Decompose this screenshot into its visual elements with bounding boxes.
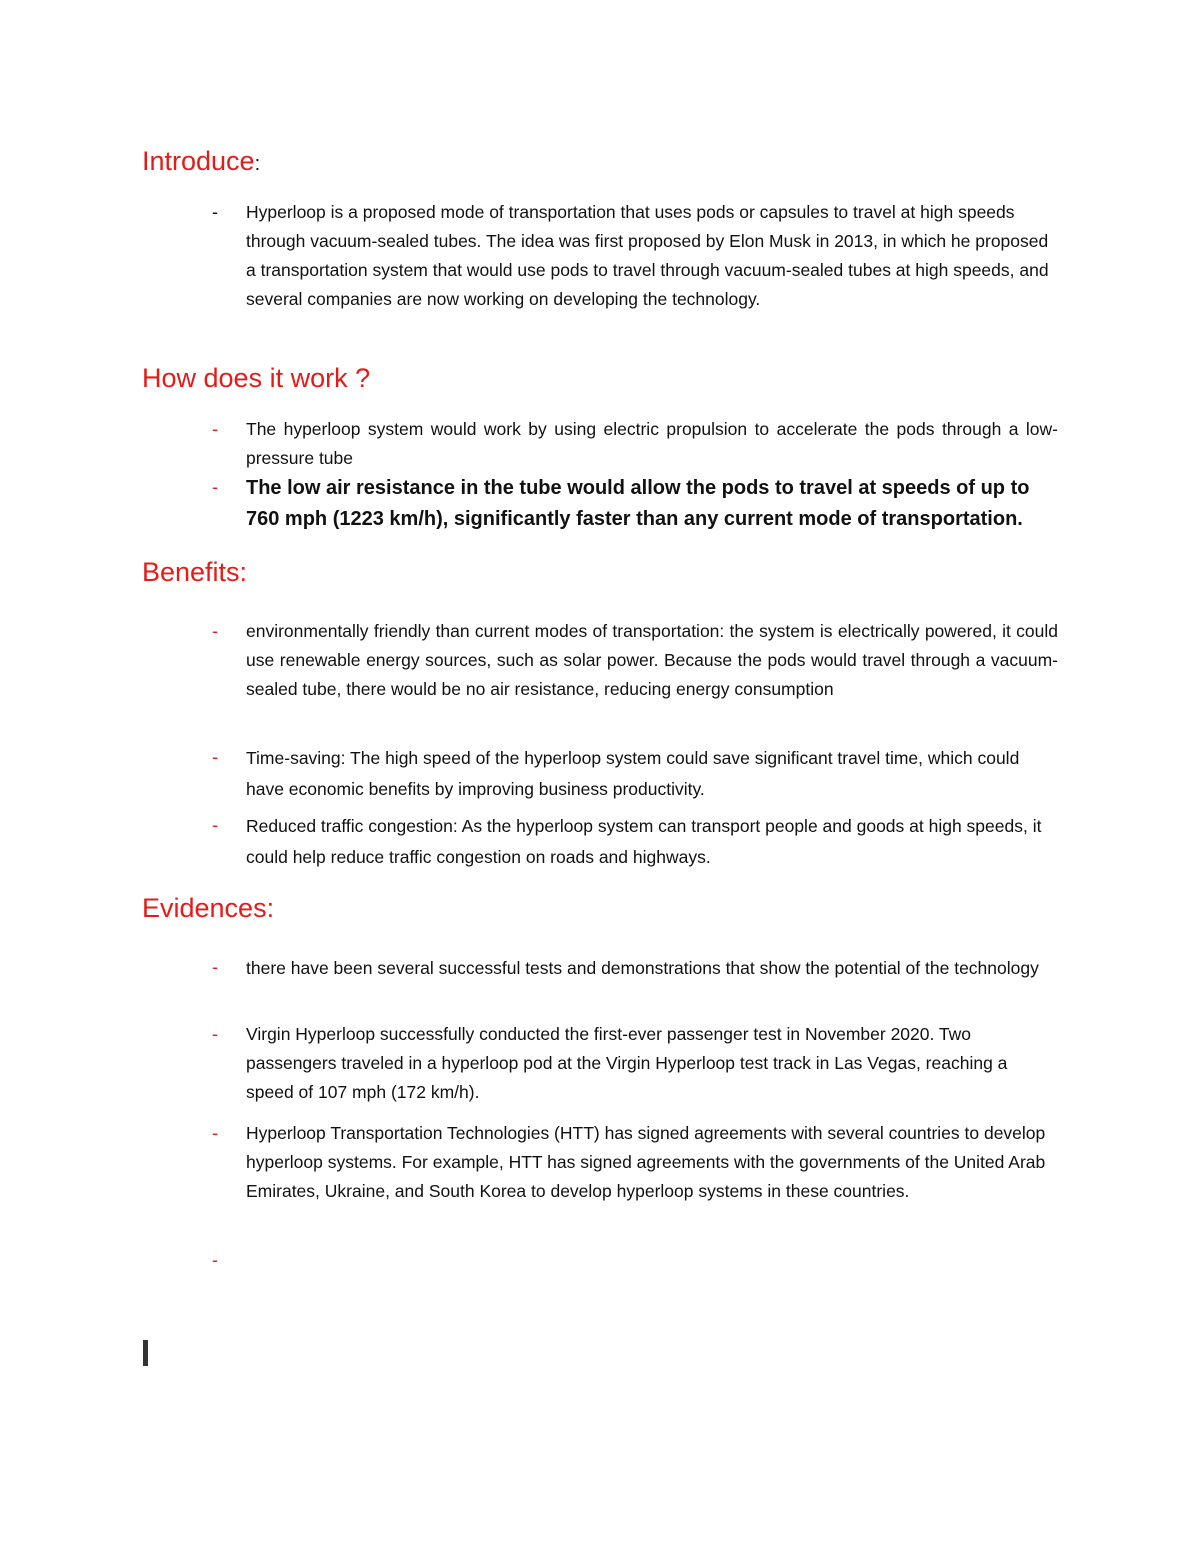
list-item-intro-1 <box>212 198 1058 314</box>
heading-introduce <box>142 145 260 180</box>
benefit-paragraph-3: Reduced traffic congestion: As the hyperloop system can transport people and goods at high speeds, it could help reduce traffic congestion on roads and highways. <box>246 816 1042 867</box>
benefit-paragraph-1: environmentally friendly than current modes of transportation: the system is electrically powered, it could use renewable energy sources, such as solar power. Because the pods would travel through a vacuum-sealed tube, there would be no air resistance, reducing energy consumption <box>246 621 1058 699</box>
bullet-dash: - <box>212 957 218 977</box>
bullet-dash: - <box>212 1250 218 1270</box>
heading-evidences: Evidences: <box>142 893 275 923</box>
heading-how-it-works: How does it work ? <box>142 363 371 393</box>
list-item-benefit-2 <box>212 743 1058 805</box>
list-item-evidence-2 <box>212 1020 1058 1107</box>
evidence-paragraph-1: there have been several successful tests and demonstrations that show the potential of the technology <box>246 958 1039 978</box>
heading-introduce-colon: : <box>254 153 261 175</box>
heading-benefits: Benefits: <box>142 557 248 587</box>
evidence-paragraph-3: Hyperloop Transportation Technologies (HTT) has signed agreements with several countries to develop hyperloop systems. For example, HTT has signed agreements with the governments of the United Arab Emirates, Ukraine, and South Korea to develop hyperloop systems in these countries. <box>246 1123 1046 1201</box>
list-item-benefit-1 <box>212 617 1058 704</box>
bullet-dash: - <box>212 1024 218 1044</box>
bullet-dash: - <box>212 1123 218 1143</box>
list-item-evidence-1 <box>212 953 1058 984</box>
list-item-benefit-3 <box>212 811 1058 873</box>
text-cursor <box>143 1340 148 1366</box>
bullet-dash: - <box>212 815 218 835</box>
benefit-paragraph-2: Time-saving: The high speed of the hyperloop system could save significant travel time, which could have economic benefits by improving business productivity. <box>246 748 1020 799</box>
list-item-evidence-3 <box>212 1119 1058 1206</box>
intro-paragraph: Hyperloop is a proposed mode of transportation that uses pods or capsules to travel at high speeds through vacuum-sealed tubes. The idea was first proposed by Elon Musk in 2013, in which he proposed a transportation system that would use pods to travel through vacuum-sealed tubes at high speeds, and several companies are now working on developing the technology. <box>246 202 1049 309</box>
how-paragraph-2: The low air resistance in the tube would allow the pods to travel at speeds of up to 760 mph (1223 km/h), significantly faster than any current mode of transportation. <box>246 477 1030 530</box>
heading-introduce-text: Introduce <box>142 146 255 176</box>
evidence-paragraph-2: Virgin Hyperloop successfully conducted the first-ever passenger test in November 2020. Two passengers traveled in a hyperloop pod at the Virgin Hyperloop test track in Las Vegas, reaching a speed of 107 mph (172 km/h). <box>246 1024 1008 1102</box>
bullet-dash: - <box>212 477 218 497</box>
bullet-dash: - <box>212 419 218 439</box>
list-item-how-2 <box>212 473 1058 535</box>
list-item-how-1 <box>212 415 1058 473</box>
bullet-dash: - <box>212 747 218 767</box>
how-paragraph-1: The hyperloop system would work by using electric propulsion to accelerate the pods through a low-pressure tube <box>246 419 1058 468</box>
bullet-dash: - <box>212 621 218 641</box>
bullet-dash: - <box>212 202 218 222</box>
